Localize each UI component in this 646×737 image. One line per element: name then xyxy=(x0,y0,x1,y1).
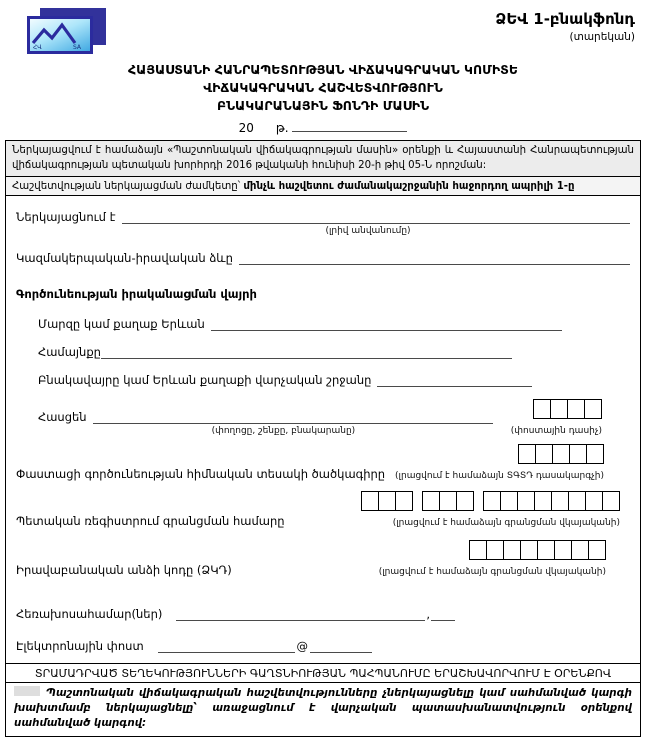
region-row xyxy=(38,317,630,331)
phone-blank-2 xyxy=(431,607,455,621)
deadline-label: Հաշվետվության ներկայացման ժամկետը՝ xyxy=(12,180,241,192)
presented-by-blank xyxy=(122,210,631,224)
legal-form-row xyxy=(16,251,630,265)
legal-code-line xyxy=(16,563,379,577)
logo-front-rectangle xyxy=(27,16,93,54)
activity-code-cells xyxy=(509,444,604,468)
legal-form-label: Կազմակերպական-իրավական ձևը xyxy=(16,250,233,265)
logo-right-text: SA xyxy=(72,44,81,51)
address-line xyxy=(38,410,511,424)
email-domain-blank xyxy=(310,639,372,653)
community-row xyxy=(38,345,630,359)
year-word: թ. xyxy=(275,121,289,136)
activity-location-heading: Գործունեության իրականացման վայրի xyxy=(16,286,257,301)
email-row xyxy=(16,639,372,653)
address-row xyxy=(16,399,630,436)
address-label: Հասցեն xyxy=(38,409,87,424)
phone-row xyxy=(16,607,455,621)
indent-shade xyxy=(14,686,40,696)
email-local-blank xyxy=(158,639,295,653)
settlement-blank xyxy=(377,373,532,387)
legal-code-cells xyxy=(460,540,606,564)
form-code: ՁԵՎ 1-բնակֆոնդ xyxy=(495,10,635,28)
liability-text: Պաշտոնական վիճակագրական հաշվետվությունները չներկայացնելը կամ սահմանված կարգի խախտմամբ ներկայացնելը՝ առաջացնում է վարչական պատասխանատվություն օրենքով սահմանված կարգով: xyxy=(14,686,632,729)
deadline-row xyxy=(5,176,641,196)
armstat-logo xyxy=(27,8,111,56)
register-line xyxy=(16,514,352,528)
title-block xyxy=(5,61,641,114)
form-code-block xyxy=(495,10,635,43)
email-at-sign: @ xyxy=(296,638,308,653)
legal-form-blank xyxy=(239,251,630,265)
activity-code-block xyxy=(395,444,604,481)
register-cells xyxy=(352,491,620,515)
presented-by-hint-row xyxy=(16,226,630,236)
phone-separator: , xyxy=(426,606,430,621)
year-blank xyxy=(292,119,407,132)
liability-row xyxy=(5,682,641,737)
logo-left-text: ՀՎ xyxy=(33,44,42,51)
form-periodicity: (տարեկան) xyxy=(569,31,635,43)
activity-code-hint: (լրացվում է համաձայն ՏԳՏԴ դասակարգչի) xyxy=(395,470,604,481)
community-blank xyxy=(101,345,512,359)
phone-label: Հեռախոսահամար(ներ) xyxy=(16,606,163,621)
activity-code-row xyxy=(16,444,630,481)
postal-code-block xyxy=(511,399,602,436)
region-label: Մարզը կամ քաղաք Երևան xyxy=(38,316,205,331)
register-label: Պետական ռեգիստրում գրանցման համարը xyxy=(16,513,285,528)
settlement-row xyxy=(38,373,630,387)
settlement-label: Բնակավայրը կամ Երևան քաղաքի վարչական շրջանը xyxy=(38,372,372,387)
legal-code-hint: (լրացվում է համաձայն գրանցման վկայականի) xyxy=(378,566,606,577)
address-hint-row xyxy=(16,426,511,436)
legal-basis-notice: Ներկայացվում է համաձայն «Պաշտոնական վիճակագրության մասին» օրենքի և Հայաստանի Հանրապետության վիճակագրության պետական խորհրդի 2016 թվականի հունիսի 20-ի թիվ 05-Ն որոշման: xyxy=(5,140,641,177)
activity-code-line xyxy=(16,467,395,481)
email-label: Էլեկտրոնային փոստ xyxy=(16,638,144,653)
register-hint: (լրացվում է համաձայն գրանցման վկայականի) xyxy=(392,517,620,528)
main-form-box xyxy=(5,195,641,664)
postal-code-cells xyxy=(524,399,602,423)
register-block xyxy=(352,491,620,528)
register-row xyxy=(16,491,630,528)
postal-hint: (փոստային դասիչ) xyxy=(510,425,602,436)
report-subject: ԲՆԱԿԱՐԱՆԱՅԻՆ ՖՈՆԴԻ ՄԱՍԻՆ xyxy=(217,97,429,113)
legal-code-label: Իրավաբանական անձի կոդը (ՁԿԴ) xyxy=(16,562,232,577)
presented-by-row xyxy=(16,210,630,224)
year-line xyxy=(5,119,641,135)
presented-by-label: Ներկայացնում է xyxy=(16,209,116,224)
community-label: Համայնքը xyxy=(38,344,101,359)
header xyxy=(5,8,641,58)
activity-code-label: Փաստացի գործունեության հիմնական տեսակի ծածկագիրը xyxy=(16,466,386,481)
legal-code-row xyxy=(16,540,630,577)
phone-blank xyxy=(176,607,425,621)
region-blank xyxy=(211,317,562,331)
org-title: ՀԱՅԱՍՏԱՆԻ ՀԱՆՐԱՊԵՏՈՒԹՅԱՆ ՎԻՃԱԿԱԳՐԱԿԱՆ ԿՈՄԻՏԵ xyxy=(128,62,518,77)
confidentiality-row: ՏՐԱՄԱԴՐՎԱԾ ՏԵՂԵԿՈՒԹՅՈՒՆՆԵՐԻ ԳԱՂՏՆԻՈՒԹՅԱՆ ՊԱՀՊԱՆՈՒՄԸ ԵՐԱՇԽԱՎՈՐՎՈՒՄ Է ՕՐԵՆՔՈՎ xyxy=(5,663,641,683)
legal-code-block xyxy=(379,540,606,577)
presented-by-hint: (լրիվ անվանումը) xyxy=(325,225,411,236)
address-hint: (փողոցը, շենքը, բնակարանը) xyxy=(211,425,356,436)
address-blank xyxy=(93,410,493,424)
report-title: ՎԻՃԱԿԱԳՐԱԿԱՆ ՀԱՇՎԵՏՎՈՒԹՅՈՒՆ xyxy=(203,79,443,95)
deadline-value: մինչև հաշվետու ժամանակաշրջանին հաջորդող ապրիլի 1-ը xyxy=(243,180,575,192)
year-prefix: 20 xyxy=(238,121,254,136)
